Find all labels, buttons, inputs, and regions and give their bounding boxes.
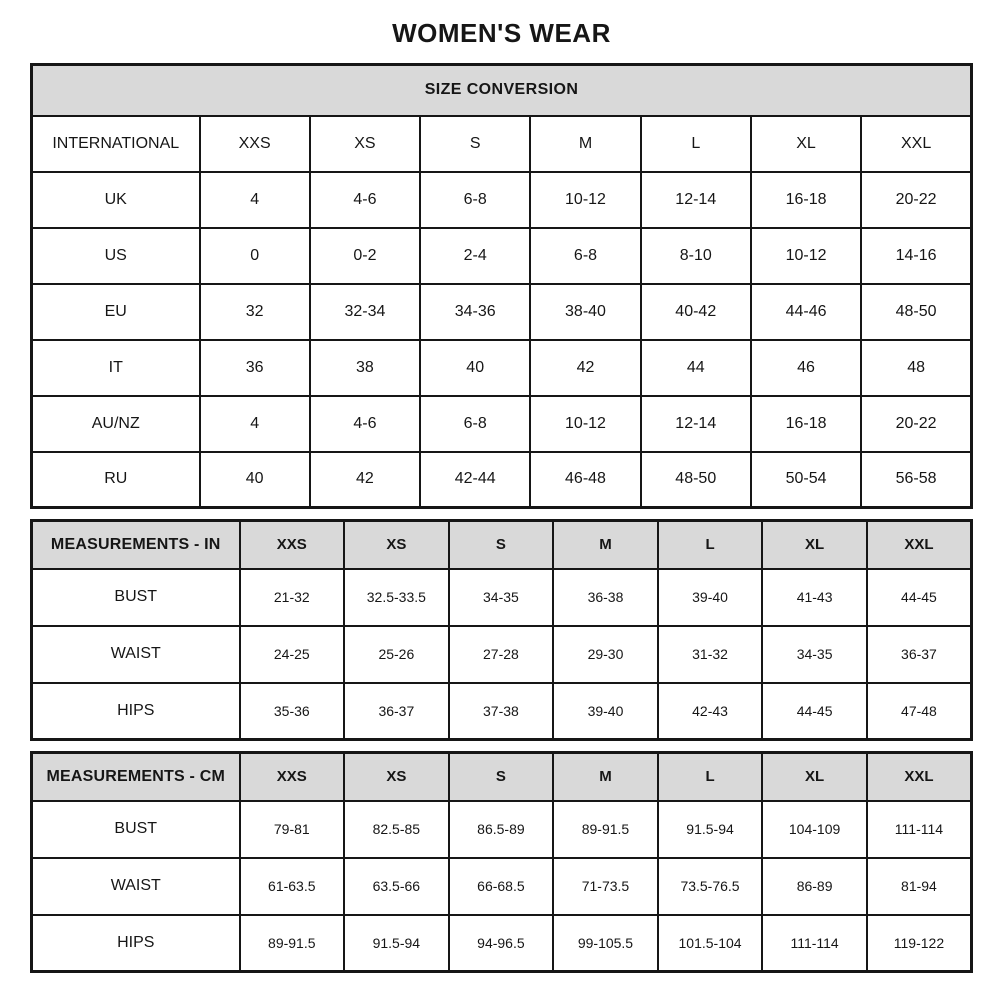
size-header-xxl: XXL bbox=[867, 521, 972, 569]
measurement-cell: 44-45 bbox=[867, 569, 972, 626]
measurement-cell: 24-25 bbox=[240, 626, 345, 683]
size-cell: 42 bbox=[310, 452, 420, 508]
size-header-m: M bbox=[553, 753, 658, 801]
measurement-cell: 89-91.5 bbox=[553, 801, 658, 858]
measurement-cell: 32.5-33.5 bbox=[344, 569, 449, 626]
table-header-row bbox=[32, 521, 972, 569]
measurement-cell: 79-81 bbox=[240, 801, 345, 858]
measurement-cell: 36-37 bbox=[344, 683, 449, 740]
size-cell: 48 bbox=[861, 340, 971, 396]
row-label-bust: BUST bbox=[32, 801, 240, 858]
column-header-xs: XS bbox=[310, 116, 420, 172]
measurement-cell: 82.5-85 bbox=[344, 801, 449, 858]
size-cell: 6-8 bbox=[420, 396, 530, 452]
size-header-xs: XS bbox=[344, 521, 449, 569]
page-title: WOMEN'S WEAR bbox=[392, 18, 611, 48]
measurement-cell: 91.5-94 bbox=[658, 801, 763, 858]
size-cell: 6-8 bbox=[420, 172, 530, 228]
row-label-waist: WAIST bbox=[32, 626, 240, 683]
size-header-m: M bbox=[553, 521, 658, 569]
size-cell: 10-12 bbox=[751, 228, 861, 284]
table-row bbox=[32, 915, 972, 972]
table-header-row bbox=[32, 753, 972, 801]
measurement-cell: 35-36 bbox=[240, 683, 345, 740]
table-row bbox=[32, 172, 972, 228]
row-label-ru: RU bbox=[32, 452, 200, 508]
table-row bbox=[32, 228, 972, 284]
row-label-waist: WAIST bbox=[32, 858, 240, 915]
measurements-cm-header: MEASUREMENTS - CM bbox=[32, 753, 240, 801]
measurement-cell: 99-105.5 bbox=[553, 915, 658, 972]
size-cell: 16-18 bbox=[751, 172, 861, 228]
table-row bbox=[32, 116, 972, 172]
size-cell: 44 bbox=[641, 340, 751, 396]
measurement-cell: 94-96.5 bbox=[449, 915, 554, 972]
row-label-uk: UK bbox=[32, 172, 200, 228]
table-row bbox=[32, 569, 972, 626]
size-cell: 32-34 bbox=[310, 284, 420, 340]
column-header-l: L bbox=[641, 116, 751, 172]
measurement-cell: 31-32 bbox=[658, 626, 763, 683]
size-header-l: L bbox=[658, 753, 763, 801]
row-label-eu: EU bbox=[32, 284, 200, 340]
table-row bbox=[32, 626, 972, 683]
measurement-cell: 86-89 bbox=[762, 858, 867, 915]
size-cell: 16-18 bbox=[751, 396, 861, 452]
table-banner-row bbox=[32, 65, 972, 116]
size-header-s: S bbox=[449, 753, 554, 801]
size-conversion-header: SIZE CONVERSION bbox=[32, 65, 972, 116]
measurement-cell: 66-68.5 bbox=[449, 858, 554, 915]
size-cell: 50-54 bbox=[751, 452, 861, 508]
measurement-cell: 39-40 bbox=[658, 569, 763, 626]
size-header-xl: XL bbox=[762, 753, 867, 801]
table-row bbox=[32, 284, 972, 340]
measurement-cell: 47-48 bbox=[867, 683, 972, 740]
measurement-cell: 42-43 bbox=[658, 683, 763, 740]
measurement-cell: 27-28 bbox=[449, 626, 554, 683]
size-cell: 4-6 bbox=[310, 172, 420, 228]
size-header-xl: XL bbox=[762, 521, 867, 569]
measurements-cm-table bbox=[30, 751, 973, 973]
table-row bbox=[32, 452, 972, 508]
measurement-cell: 34-35 bbox=[449, 569, 554, 626]
table-row bbox=[32, 396, 972, 452]
measurement-cell: 111-114 bbox=[762, 915, 867, 972]
size-header-s: S bbox=[449, 521, 554, 569]
size-header-l: L bbox=[658, 521, 763, 569]
measurements-in-header: MEASUREMENTS - IN bbox=[32, 521, 240, 569]
size-cell: 32 bbox=[200, 284, 310, 340]
size-cell: 36 bbox=[200, 340, 310, 396]
size-cell: 38-40 bbox=[530, 284, 640, 340]
measurement-cell: 61-63.5 bbox=[240, 858, 345, 915]
measurement-cell: 39-40 bbox=[553, 683, 658, 740]
measurement-cell: 36-37 bbox=[867, 626, 972, 683]
size-cell: 40-42 bbox=[641, 284, 751, 340]
size-cell: 42-44 bbox=[420, 452, 530, 508]
measurement-cell: 104-109 bbox=[762, 801, 867, 858]
measurement-cell: 81-94 bbox=[867, 858, 972, 915]
measurement-cell: 34-35 bbox=[762, 626, 867, 683]
row-label-it: IT bbox=[32, 340, 200, 396]
size-cell: 4-6 bbox=[310, 396, 420, 452]
size-cell: 6-8 bbox=[530, 228, 640, 284]
size-cell: 46-48 bbox=[530, 452, 640, 508]
measurement-cell: 119-122 bbox=[867, 915, 972, 972]
row-label-bust: BUST bbox=[32, 569, 240, 626]
size-cell: 46 bbox=[751, 340, 861, 396]
measurement-cell: 63.5-66 bbox=[344, 858, 449, 915]
row-label-hips: HIPS bbox=[32, 683, 240, 740]
size-cell: 10-12 bbox=[530, 172, 640, 228]
measurement-cell: 73.5-76.5 bbox=[658, 858, 763, 915]
size-cell: 40 bbox=[200, 452, 310, 508]
size-cell: 40 bbox=[420, 340, 530, 396]
column-header-s: S bbox=[420, 116, 530, 172]
size-cell: 12-14 bbox=[641, 172, 751, 228]
size-cell: 42 bbox=[530, 340, 640, 396]
size-cell: 4 bbox=[200, 172, 310, 228]
measurement-cell: 41-43 bbox=[762, 569, 867, 626]
measurement-cell: 89-91.5 bbox=[240, 915, 345, 972]
column-header-xxs: XXS bbox=[200, 116, 310, 172]
measurement-cell: 29-30 bbox=[553, 626, 658, 683]
size-cell: 12-14 bbox=[641, 396, 751, 452]
size-cell: 48-50 bbox=[641, 452, 751, 508]
measurement-cell: 21-32 bbox=[240, 569, 345, 626]
size-header-xxs: XXS bbox=[240, 521, 345, 569]
measurement-cell: 91.5-94 bbox=[344, 915, 449, 972]
table-row bbox=[32, 801, 972, 858]
table-row bbox=[32, 683, 972, 740]
row-label-us: US bbox=[32, 228, 200, 284]
measurement-cell: 71-73.5 bbox=[553, 858, 658, 915]
measurements-in-table bbox=[30, 519, 973, 741]
measurement-cell: 101.5-104 bbox=[658, 915, 763, 972]
size-cell: 14-16 bbox=[861, 228, 971, 284]
size-cell: 20-22 bbox=[861, 396, 971, 452]
size-header-xs: XS bbox=[344, 753, 449, 801]
size-conversion-table bbox=[30, 63, 973, 509]
measurement-cell: 37-38 bbox=[449, 683, 554, 740]
column-header-xxl: XXL bbox=[861, 116, 971, 172]
column-header-m: M bbox=[530, 116, 640, 172]
measurement-cell: 111-114 bbox=[867, 801, 972, 858]
measurement-cell: 36-38 bbox=[553, 569, 658, 626]
measurement-cell: 44-45 bbox=[762, 683, 867, 740]
measurement-cell: 86.5-89 bbox=[449, 801, 554, 858]
column-header-international: INTERNATIONAL bbox=[32, 116, 200, 172]
size-cell: 10-12 bbox=[530, 396, 640, 452]
table-row bbox=[32, 340, 972, 396]
size-cell: 38 bbox=[310, 340, 420, 396]
size-header-xxs: XXS bbox=[240, 753, 345, 801]
row-label-aunz: AU/NZ bbox=[32, 396, 200, 452]
size-header-xxl: XXL bbox=[867, 753, 972, 801]
measurement-cell: 25-26 bbox=[344, 626, 449, 683]
size-cell: 34-36 bbox=[420, 284, 530, 340]
size-cell: 56-58 bbox=[861, 452, 971, 508]
table-row bbox=[32, 858, 972, 915]
size-cell: 0-2 bbox=[310, 228, 420, 284]
size-cell: 4 bbox=[200, 396, 310, 452]
size-cell: 0 bbox=[200, 228, 310, 284]
row-label-hips: HIPS bbox=[32, 915, 240, 972]
size-cell: 48-50 bbox=[861, 284, 971, 340]
size-cell: 8-10 bbox=[641, 228, 751, 284]
column-header-xl: XL bbox=[751, 116, 861, 172]
size-cell: 44-46 bbox=[751, 284, 861, 340]
size-cell: 20-22 bbox=[861, 172, 971, 228]
size-cell: 2-4 bbox=[420, 228, 530, 284]
